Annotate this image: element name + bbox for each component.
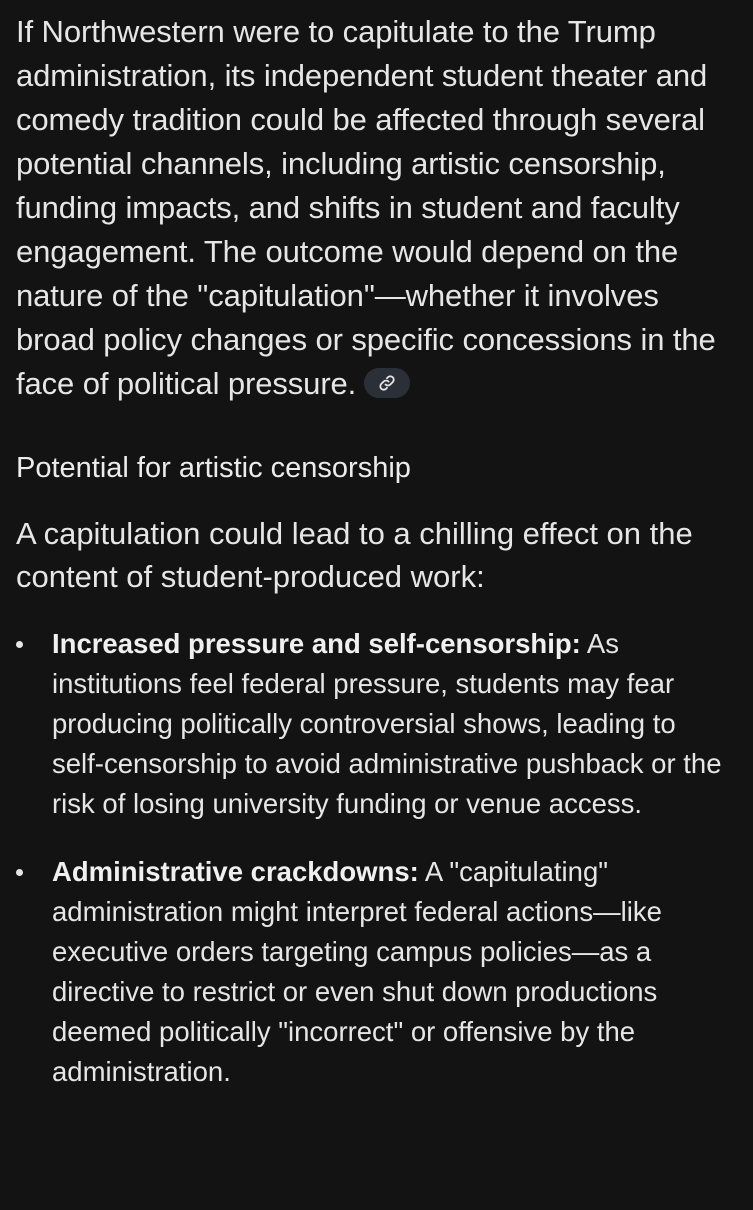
section-intro: A capitulation could lead to a chilling effect on the content of student-produced work: (16, 516, 693, 594)
section-heading: Potential for artistic censorship (16, 452, 411, 484)
link-icon (378, 374, 396, 392)
response-content (0, 10, 753, 1092)
list-item (16, 852, 733, 1092)
bullet-dot (16, 641, 23, 648)
intro-text: If Northwestern were to capitulate to the Trump administration, its independent student theater and comedy tradition could be affected through several potential channels, including artistic censorship, funding impacts, and shifts in student and faculty engagement. The outcome would depend on the nature of the "capitulation"—whether it involves broad policy changes or specific concessions in the face of political pressure. (16, 14, 716, 401)
bullet-title: Increased pressure and self-censorship: (52, 628, 581, 659)
source-link-chip[interactable] (364, 368, 410, 398)
bullet-text: A "capitulating" administration might interpret federal actions—like executive orders targeting campus policies—as a directive to restrict or even shut down productions deemed politically "incorrect" or offensive by the administration. (52, 856, 662, 1087)
intro-paragraph (16, 10, 733, 406)
list-item (16, 624, 733, 824)
bullet-dot (16, 869, 23, 876)
bullet-text: As institutions feel federal pressure, students may fear producing politically controversial shows, leading to self-censorship to avoid administrative pushback or the risk of losing university funding or venue access. (52, 628, 722, 819)
bullet-list (16, 624, 733, 1092)
bullet-title: Administrative crackdowns: (52, 856, 419, 887)
